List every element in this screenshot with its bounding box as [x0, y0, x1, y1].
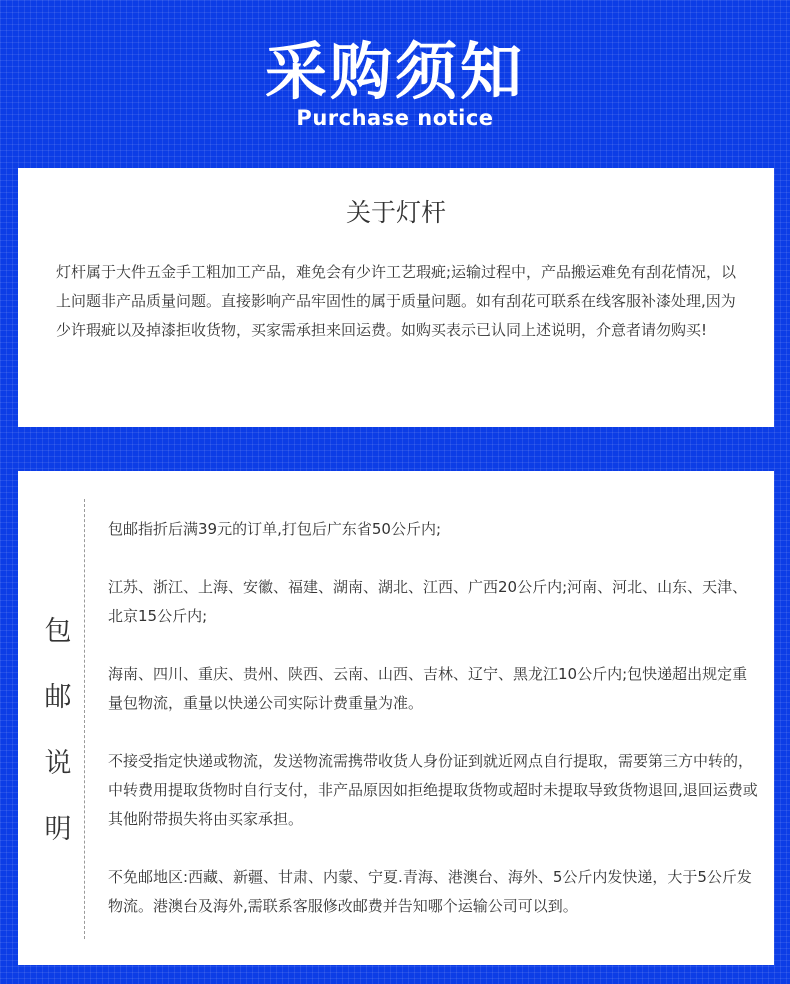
page-title: 采购须知: [264, 35, 525, 108]
shipping-title-char: 邮: [44, 682, 72, 713]
about-pole-body: 灯杆属于大件五金手工粗加工产品，难免会有少许工艺瑕疵;运输过程中，产品搬运难免有刮花情况，以上问题非产品质量问题。直接影响产品牢固性的属于质量问题。如有刮花可联系在线客服补漆处理,因为少许瑕疵以及掉漆拒收货物，买家需承担来回运费。如购买表示已认同上述说明，介意者请勿购买!: [56, 263, 737, 339]
page-header: [0, 36, 790, 132]
shipping-title-char: 包: [44, 616, 72, 647]
about-pole-title: 关于灯杆: [345, 198, 446, 227]
shipping-rule-item: 不免邮地区:西藏、新疆、甘肃、内蒙、宁夏.青海、港澳台、海外、5公斤内发快递，大于5公斤发物流。港澳台及海外,需联系客服修改邮费并告知哪个运输公司可以到。: [108, 868, 752, 915]
about-pole-card: [18, 168, 774, 427]
shipping-title-char: 明: [44, 814, 72, 845]
dashed-divider: [84, 499, 85, 939]
shipping-rule-item: 江苏、浙江、上海、安徽、福建、湖南、湖北、江西、广西20公斤内;河南、河北、山东、天津、北京15公斤内;: [108, 578, 748, 625]
shipping-rule-item: 包邮指折后满39元的订单,打包后广东省50公斤内;: [108, 520, 441, 538]
shipping-vertical-title: [40, 599, 76, 863]
shipping-info-card: [18, 471, 774, 965]
shipping-title-char: 说: [44, 748, 72, 779]
shipping-rule-item: 不接受指定快递或物流，发送物流需携带收货人身份证到就近网点自行提取，需要第三方中转的，中转费用提取货物时自行支付，非产品原因如拒绝提取货物或超时未提取导致货物退回,退回运费或其他附带损失将由买家承担。: [108, 752, 758, 828]
page-subtitle: Purchase notice: [296, 106, 494, 130]
shipping-rules-list: [108, 515, 760, 921]
shipping-rule-item: 海南、四川、重庆、贵州、陕西、云南、山西、吉林、辽宁、黑龙江10公斤内;包快递超出规定重量包物流，重量以快递公司实际计费重量为准。: [108, 665, 748, 712]
